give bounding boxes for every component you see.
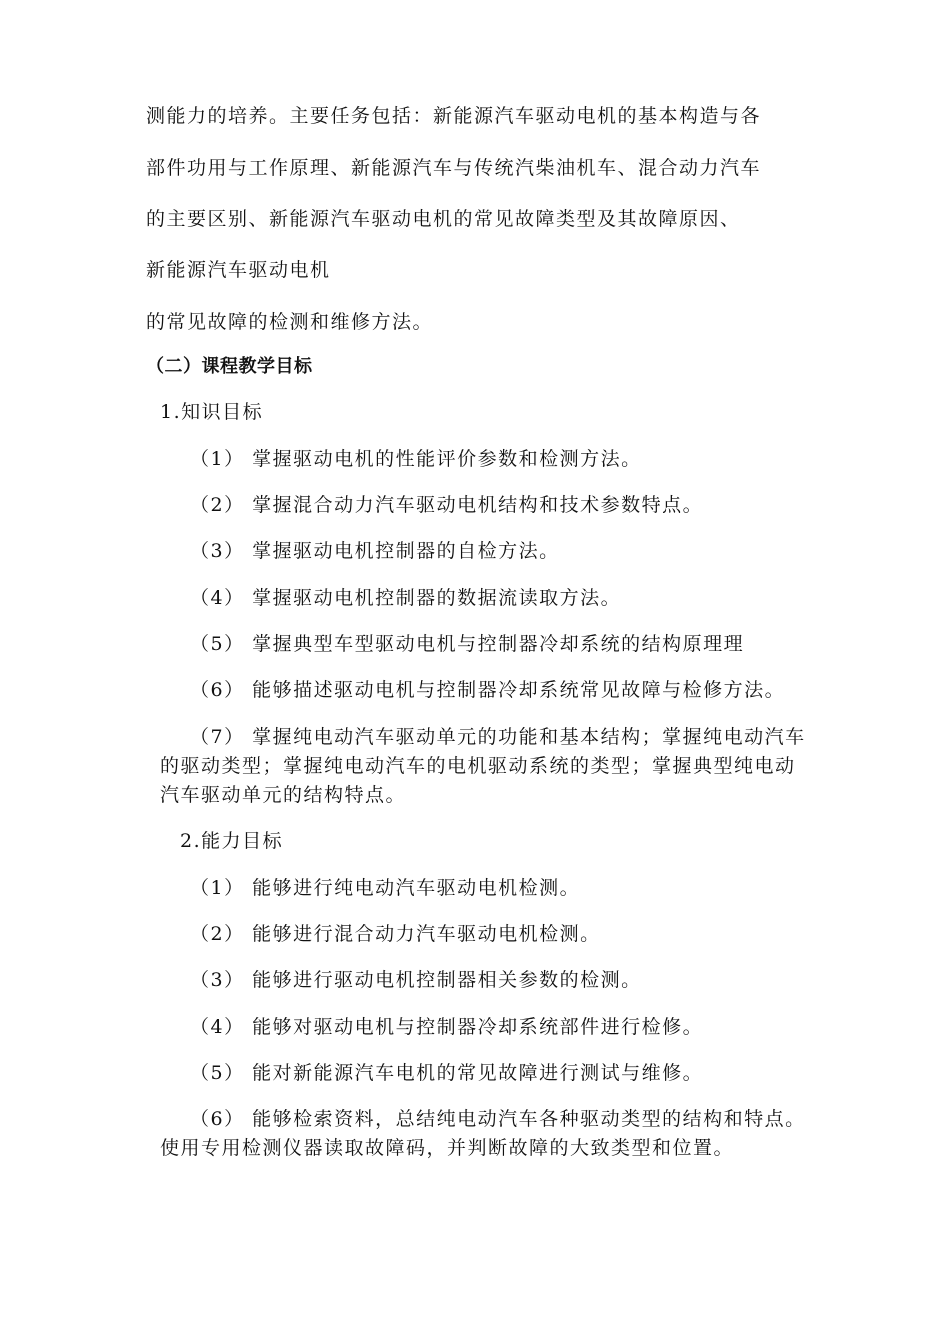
intro-line-1: 测能力的培养。主要任务包括：新能源汽车驱动电机的基本构造与各 bbox=[146, 105, 762, 127]
knowledge-item-7-line-1: （7） 掌握纯电动汽车驱动单元的功能和基本结构；掌握纯电动汽车 bbox=[190, 726, 806, 748]
knowledge-item-7-line-3: 汽车驱动单元的结构特点。 bbox=[160, 784, 407, 806]
ability-item-4: （4） 能够对驱动电机与控制器冷却系统部件进行检修。 bbox=[190, 1016, 704, 1038]
intro-line-2: 部件功用与工作原理、新能源汽车与传统汽柴油机车、混合动力汽车 bbox=[146, 157, 762, 179]
intro-line-4: 新能源汽车驱动电机 bbox=[146, 259, 331, 281]
ability-title: 2.能力目标 bbox=[180, 830, 284, 852]
knowledge-item-5: （5） 掌握典型车型驱动电机与控制器冷却系统的结构原理理 bbox=[190, 633, 745, 655]
ability-item-6-line-1: （6） 能够检索资料，总结纯电动汽车各种驱动类型的结构和特点。 bbox=[190, 1108, 806, 1130]
knowledge-item-1: （1） 掌握驱动电机的性能评价参数和检测方法。 bbox=[190, 448, 642, 470]
knowledge-item-2: （2） 掌握混合动力汽车驱动电机结构和技术参数特点。 bbox=[190, 494, 704, 516]
intro-line-3: 的主要区别、新能源汽车驱动电机的常见故障类型及其故障原因、 bbox=[146, 208, 741, 230]
ability-item-6-line-2: 使用专用检测仪器读取故障码，并判断故障的大致类型和位置。 bbox=[160, 1137, 735, 1159]
knowledge-item-3: （3） 掌握驱动电机控制器的自检方法。 bbox=[190, 540, 560, 562]
knowledge-title: 1.知识目标 bbox=[160, 401, 264, 423]
section-heading: （二）课程教学目标 bbox=[146, 356, 313, 377]
knowledge-item-4: （4） 掌握驱动电机控制器的数据流读取方法。 bbox=[190, 587, 622, 609]
ability-item-5: （5） 能对新能源汽车电机的常见故障进行测试与维修。 bbox=[190, 1062, 704, 1084]
ability-item-1: （1） 能够进行纯电动汽车驱动电机检测。 bbox=[190, 877, 581, 899]
ability-item-3: （3） 能够进行驱动电机控制器相关参数的检测。 bbox=[190, 969, 642, 991]
ability-item-2: （2） 能够进行混合动力汽车驱动电机检测。 bbox=[190, 923, 601, 945]
knowledge-item-7-line-2: 的驱动类型；掌握纯电动汽车的电机驱动系统的类型；掌握典型纯电动 bbox=[160, 755, 796, 777]
intro-line-5: 的常见故障的检测和维修方法。 bbox=[146, 311, 434, 333]
knowledge-item-6: （6） 能够描述驱动电机与控制器冷却系统常见故障与检修方法。 bbox=[190, 679, 786, 701]
